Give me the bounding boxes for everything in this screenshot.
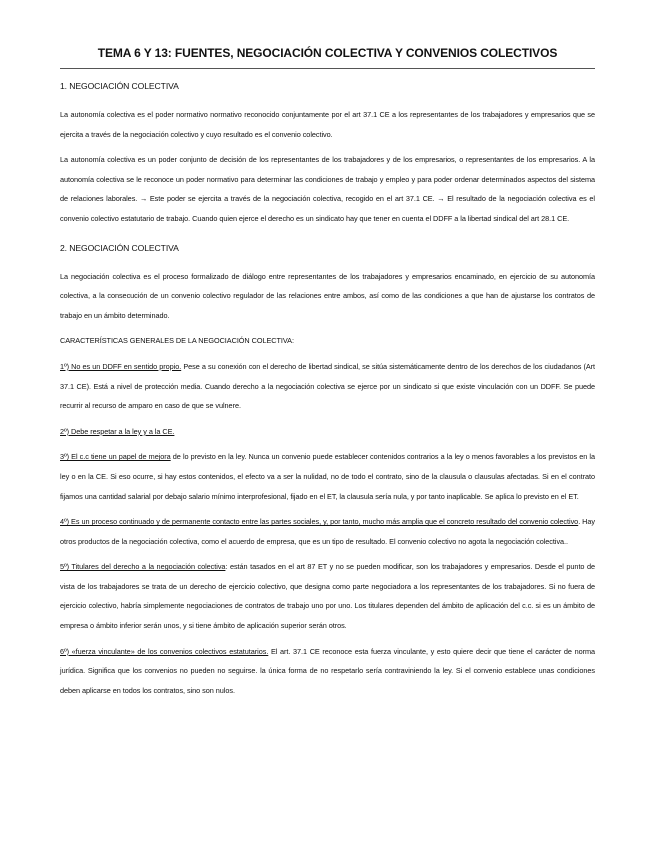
list-item: [60, 357, 595, 416]
list-item: [60, 557, 595, 635]
item-text: . Hay otros productos de la negociación colectiva, como el acuerdo de empresa, que es un tipo de resultado. El convenio colectivo no agota la negociación colectiva..: [60, 517, 596, 546]
list-item: [60, 642, 595, 701]
title-divider: [60, 68, 595, 69]
paragraph: La autonomía colectiva es el poder normativo normativo reconocido conjuntamente por el art 37.1 CE a los representantes de los trabajadores y empresarios que se ejercita a través de la negociación colectivo y cuyo resultado es el convenio colectivo.: [60, 110, 595, 139]
document-title: TEMA 6 Y 13: FUENTES, NEGOCIACIÓN COLECTIVA Y CONVENIOS COLECTIVOS: [97, 46, 558, 60]
section-heading-2: 2. NEGOCIACIÓN COLECTIVA: [60, 242, 179, 253]
section-heading-1: 1. NEGOCIACIÓN COLECTIVA: [60, 81, 179, 91]
subheading: CARACTERÍSTICAS GENERALES DE LA NEGOCIACIÓN COLECTIVA:: [60, 336, 294, 346]
paragraph: La negociación colectiva es el proceso formalizado de diálogo entre representantes de los trabajadores y empresarios encaminado, en ejercicio de su autonomía colectiva, a la consecución de un convenio colectivo regulador de las relaciones entre ambos, así como de las condiciones a que han de ajustarse los contratos de trabajo en un ámbito determinado.: [60, 271, 595, 320]
item-label: 2º) Debe respetar a la ley y a la CE.: [60, 426, 175, 436]
item-label: 1º) No es un DDFF en sentido propio.: [60, 361, 182, 371]
item-label: 5º) Titulares del derecho a la negociación colectiva: [60, 562, 226, 572]
item-label: 4º) Es un proceso continuado y de permanente contacto entre las partes sociales, y, por tanto, mucho más amplia que el concreto resultado del convenio colectivo: [60, 517, 579, 527]
list-item: [60, 422, 595, 442]
list-item: [60, 512, 595, 551]
list-item: [60, 447, 595, 506]
item-text: de lo previsto en la ley. Nunca un convenio puede establecer contenidos contrarios a la ley o menos favorables a los previstos en la ley o en la CE. Si eso ocurre, si hay estos contenidos, el efecto va a ser la nulidad, no de todo el contrato, sino de la clausula o clausulas afectadas. Si en el contrato fijamos una cantidad salarial por debajo salario mínimo interprofesional, fijado en el ET, la clausula sería nula, y por tanto inaplicable. Se aplica lo previsto en el ET.: [60, 452, 595, 501]
document-body: [60, 81, 595, 706]
item-text: El art. 37.1 CE reconoce esta fuerza vinculante, y esto quiere decir que tiene el carácter de norma jurídica. Significa que los convenios no pueden no seguirse. la única forma de no respetarlo sería contraviniendo la ley. Si el convenio establece unas condiciones deben aplicarse en todos los contratos, sino son nulos.: [60, 646, 595, 695]
paragraph: La autonomía colectiva es un poder conjunto de decisión de los representantes de los trabajadores y de los empresarios, o representantes de los empresarios. A la autonomía colectiva se le reconoce un poder normativo para determinar las condiciones de trabajo y empleo y para poder ordenar determinados aspectos del sistema de relaciones laborales. → Este poder se ejercita a través de la negociación colectiva, recogido en el art 37.1 CE. → El resultado de la negociación colectiva es el convenio colectivo estatutario de trabajo. Cuando quien ejerce el derecho es un sindicato hay que tener en cuenta el DDFF a la libertad sindical del art 28.1 CE.: [60, 155, 595, 223]
item-label: 3º) El c.c tiene un papel de mejora: [60, 452, 171, 462]
item-label: 6º) «fuerza vinculante» de los convenios colectivos estatutarios.: [60, 646, 269, 656]
item-text: : están tasados en el art 87 ET y no se pueden modificar, son los trabajadores y empresarios. Desde el punto de vista de los trabajadores se trata de un derecho de ejercicio colectivo, que designa como parte negociadora a los representantes de los trabajadores. Si no fuera de ejercicio colectivo, habría simplemente negociaciones de contratos de trabajo uno por uno. Los titulares dependen del ámbito de aplicación del c.c. si es un ámbito de empresa o ámbito inferior serán unos, y si tiene ámbito de aplicación superior serán otros.: [60, 562, 595, 631]
item-text: Pese a su conexión con el derecho de libertad sindical, se sitúa sistemáticamente dentro de los derechos de los ciudadanos (Art 37.1 CE). Está a nivel de protección media. Cuando derecho a la negociación colectiva se ejerce por un sindicato si que existe vinculación con un DDFF. Se puede recurrir al recurso de amparo en caso de que se vulnere.: [60, 361, 595, 411]
